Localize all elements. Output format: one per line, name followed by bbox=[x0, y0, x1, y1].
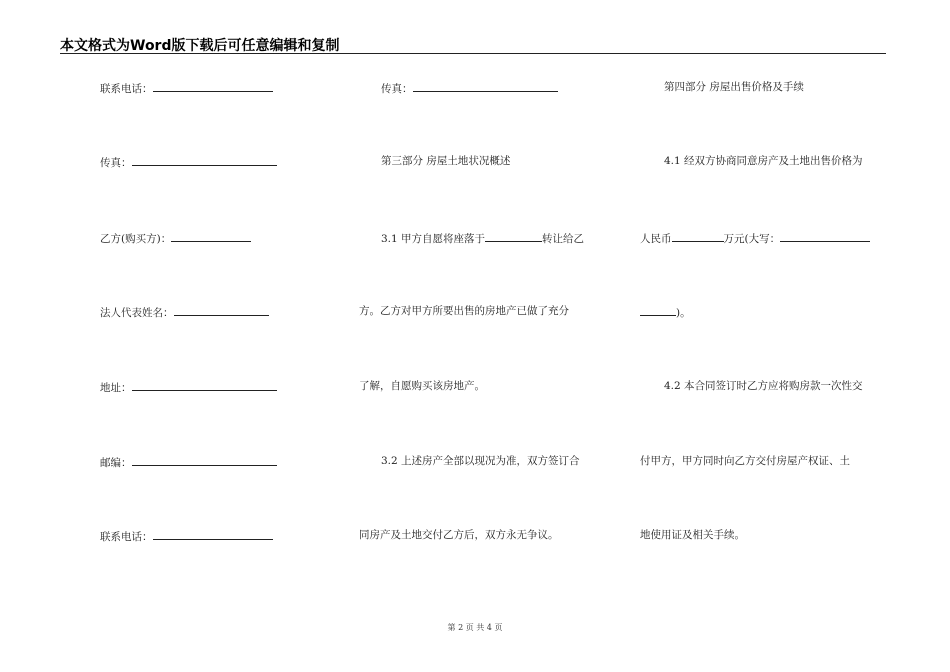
col1-line-4 bbox=[100, 304, 269, 320]
contact-phone-label: 联系电话： bbox=[100, 83, 153, 95]
closing-paren: )。 bbox=[676, 307, 691, 319]
clause-4-2-line-2: 付甲方，甲方同时向乙方交付房屋产权证、土 bbox=[640, 455, 850, 467]
rmb-label: 人民币 bbox=[640, 233, 672, 245]
fax-blank[interactable] bbox=[132, 154, 277, 166]
legal-rep-label: 法人代表姓名： bbox=[100, 307, 174, 319]
clause-4-2-line-3: 地使用证及相关手续。 bbox=[640, 529, 745, 541]
clause-4-1-line-2 bbox=[640, 230, 870, 246]
col1-line-3 bbox=[100, 230, 251, 246]
clause-3-1-line-2: 方。乙方对甲方所要出售的房地产已做了充分 bbox=[359, 305, 569, 317]
address-blank[interactable] bbox=[132, 379, 277, 391]
fax-2-label: 传真： bbox=[381, 83, 413, 95]
price-numeric-blank[interactable] bbox=[672, 230, 724, 242]
clause-3-2-line-1: 3.2 上述房产全部以现况为准，双方签订合 bbox=[381, 455, 580, 467]
col1-line-6 bbox=[100, 454, 277, 470]
col1-line-2 bbox=[100, 154, 277, 170]
legal-rep-blank[interactable] bbox=[174, 304, 269, 316]
clause-3-1-line-3: 了解，自愿购买该房地产。 bbox=[359, 380, 485, 392]
party-b-label: 乙方(购买方)： bbox=[100, 233, 172, 245]
col1-line-7 bbox=[100, 528, 273, 544]
wan-yuan-label: 万元(大写： bbox=[723, 233, 781, 245]
contact-phone-blank[interactable] bbox=[153, 80, 273, 92]
clause-3-1-text-a: 3.1 甲方自愿将座落于 bbox=[381, 233, 486, 245]
property-location-blank[interactable] bbox=[485, 230, 542, 242]
postcode-label: 邮编： bbox=[100, 457, 132, 469]
clause-3-2-line-2: 同房产及土地交付乙方后，双方永无争议。 bbox=[359, 529, 559, 541]
document-header-title: 本文格式为Word版下载后可任意编辑和复制 bbox=[60, 38, 340, 54]
header-divider bbox=[60, 53, 886, 54]
postcode-blank[interactable] bbox=[132, 454, 277, 466]
section-4-heading: 第四部分 房屋出售价格及手续 bbox=[664, 81, 804, 93]
contact-phone-2-label: 联系电话： bbox=[100, 531, 153, 543]
price-words-blank-cont[interactable] bbox=[640, 304, 676, 316]
party-b-blank[interactable] bbox=[171, 230, 251, 242]
clause-3-1-line-1 bbox=[381, 230, 584, 246]
contact-phone-2-blank[interactable] bbox=[153, 528, 273, 540]
col1-line-1 bbox=[100, 80, 273, 96]
clause-4-1-line-3 bbox=[640, 304, 691, 320]
clause-4-1-line-1: 4.1 经双方协商同意房产及土地出售价格为 bbox=[664, 155, 863, 167]
clause-4-2-line-1: 4.2 本合同签订时乙方应将购房款一次性交 bbox=[664, 380, 863, 392]
price-words-blank[interactable] bbox=[780, 230, 870, 242]
fax-2-blank[interactable] bbox=[413, 80, 558, 92]
fax-label: 传真： bbox=[100, 157, 132, 169]
page-number-footer: 第 2 页 共 4 页 bbox=[447, 623, 503, 632]
section-3-heading: 第三部分 房屋土地状况概述 bbox=[381, 155, 511, 167]
clause-3-1-text-b: 转让给乙 bbox=[542, 233, 585, 245]
col1-line-5 bbox=[100, 379, 277, 395]
col2-line-1 bbox=[381, 80, 558, 96]
address-label: 地址： bbox=[100, 382, 132, 394]
